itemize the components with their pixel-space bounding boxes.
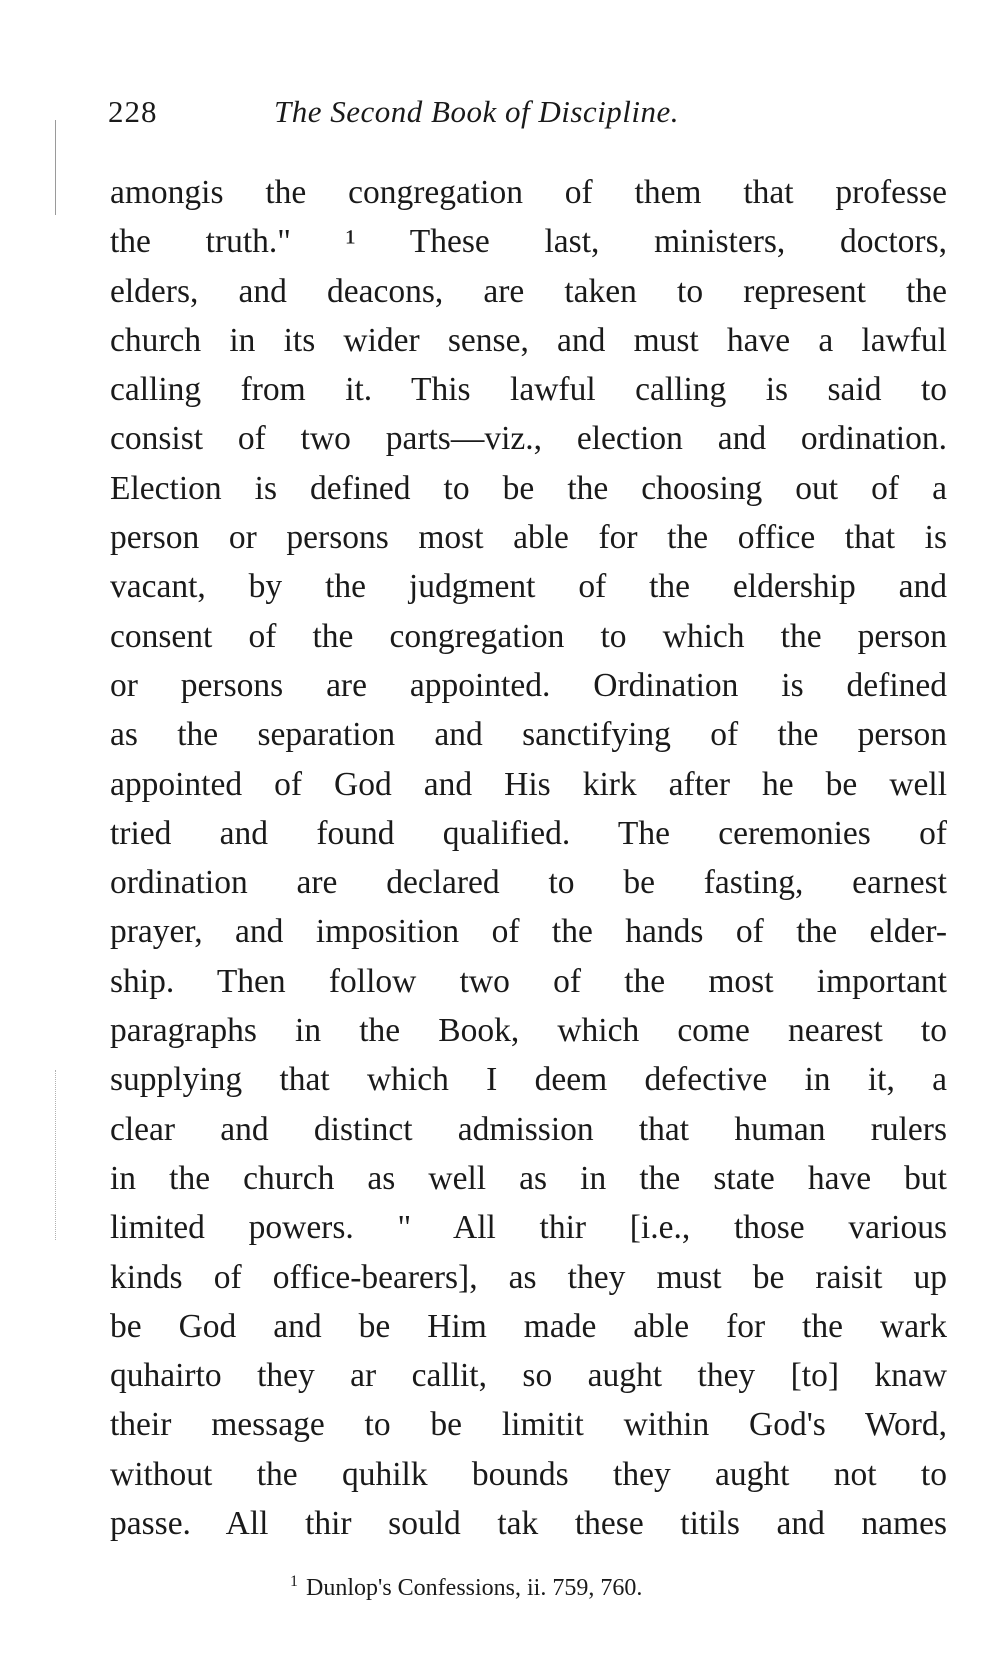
text-line: supplying that which I deem defective in it, a — [110, 1061, 947, 1099]
margin-rule-top — [55, 120, 56, 215]
text-line: ordination are declared to be fasting, earnest — [110, 864, 947, 902]
page-number: 228 — [108, 94, 158, 129]
text-line: prayer, and imposition of the hands of the elder- — [110, 913, 947, 951]
text-line: ship. Then follow two of the most important — [110, 962, 947, 1000]
text-line: kinds of office-bearers], as they must be raisit up — [110, 1258, 947, 1296]
text-line: quhairto they ar callit, so aught they [to] knaw — [110, 1357, 947, 1395]
text-line: limited powers. " All thir [i.e., those various — [110, 1209, 947, 1247]
text-line: Election is defined to be the choosing out of a — [110, 469, 947, 507]
text-line: church in its wider sense, and must have a lawful — [110, 321, 947, 359]
text-line: elders, and deacons, are taken to represent the — [110, 272, 947, 310]
text-line: appointed of God and His kirk after he be well — [110, 765, 947, 803]
text-line: passe. All thir sould tak these titils and names — [110, 1505, 947, 1543]
text-line: their message to be limitit within God's Word, — [110, 1406, 947, 1444]
text-line: consent of the congregation to which the person — [110, 617, 947, 655]
text-line: or persons are appointed. Ordination is defined — [110, 666, 947, 704]
text-line: be God and be Him made able for the wark — [110, 1307, 947, 1345]
footnote-text: Dunlop's Confessions, ii. 759, 760. — [306, 1575, 643, 1601]
text-line: the truth." ¹ These last, ministers, doctors, — [110, 223, 947, 261]
text-line: amongis the congregation of them that professe — [110, 174, 947, 211]
body-text — [110, 168, 947, 1548]
margin-rule-middle — [55, 1070, 56, 1240]
text-line: paragraphs in the Book, which come nearest to — [110, 1012, 947, 1050]
running-title: The Second Book of Discipline. — [274, 94, 679, 129]
text-line: clear and distinct admission that human rulers — [110, 1110, 947, 1148]
text-line: in the church as well as in the state have but — [110, 1159, 947, 1197]
text-line: without the quhilk bounds they aught not to — [110, 1455, 947, 1493]
text-line: tried and found qualified. The ceremonies of — [110, 814, 947, 852]
page-header — [108, 92, 948, 132]
text-line: person or persons most able for the office that is — [110, 519, 947, 557]
text-line: vacant, by the judgment of the eldership and — [110, 568, 947, 606]
text-line: calling from it. This lawful calling is said to — [110, 371, 947, 409]
footnote — [290, 1573, 642, 1603]
text-line: as the separation and sanctifying of the person — [110, 716, 947, 754]
footnote-marker: 1 — [290, 1573, 298, 1590]
text-line: consist of two parts—viz., election and ordination. — [110, 420, 947, 458]
